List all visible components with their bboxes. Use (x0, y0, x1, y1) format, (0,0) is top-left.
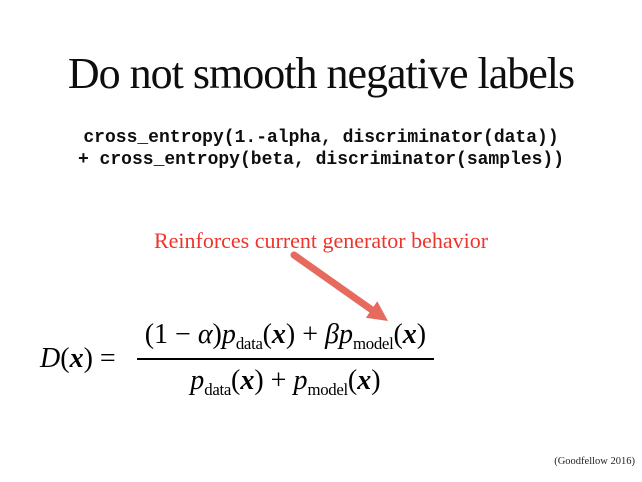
arrow-shaft (294, 255, 372, 310)
slide-title: Do not smooth negative labels (67, 49, 575, 98)
formula-lhs: D(x) = (40, 343, 123, 375)
code-line-1: cross_entropy(1.-alpha, discriminator(data)) (83, 128, 559, 148)
code-block (0, 127, 642, 171)
formula-numerator: $(1 - \alpha)p_{data}(x) + \beta p_{model}(x)$ (144, 319, 427, 353)
annotation-text: Reinforces current generator behavior (153, 228, 489, 253)
formula (40, 318, 434, 400)
citation: (Goodfellow 2016) (554, 456, 635, 467)
formula-fraction (137, 318, 434, 400)
formula-denominator: $p_{data}(x) + p_{model}(x)$ (190, 365, 381, 399)
code-line-2: + cross_entropy(beta, discriminator(samples)) (77, 150, 565, 170)
